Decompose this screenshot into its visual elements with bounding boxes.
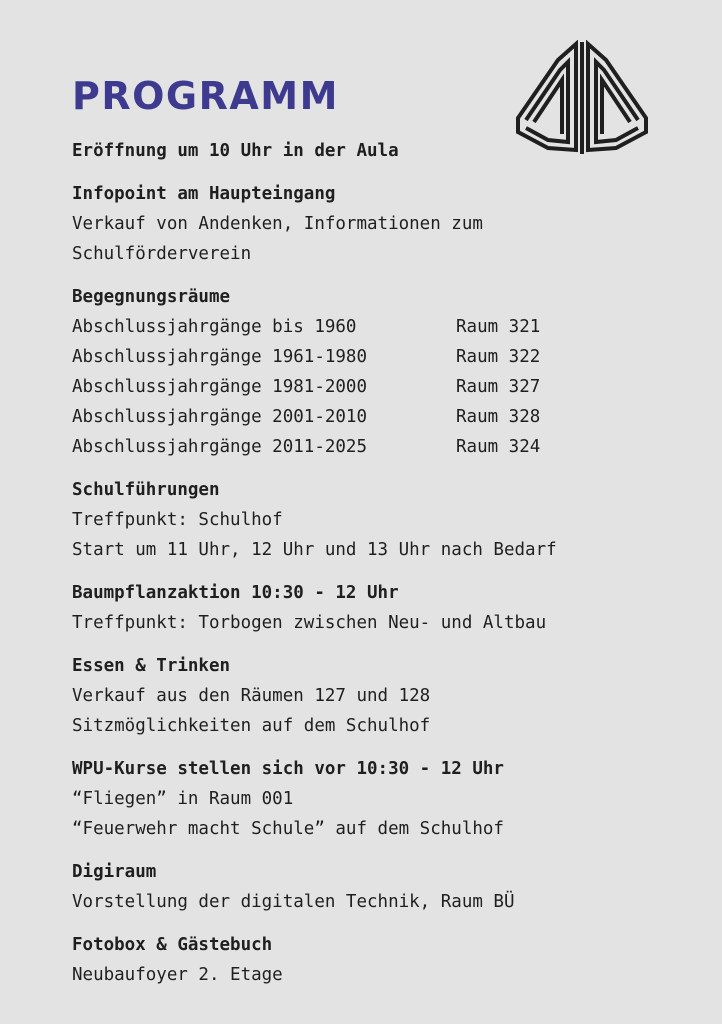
infopoint-line-2: Schulförderverein <box>72 244 252 264</box>
room-row <box>72 372 692 402</box>
room-row <box>72 312 692 342</box>
room-number: Raum 327 <box>456 377 541 397</box>
wpu-section <box>72 754 692 844</box>
food-heading: Essen & Trinken <box>72 656 231 676</box>
tours-line-1: Treffpunkt: Schulhof <box>72 510 283 530</box>
photobox-line-1: Neubaufoyer 2. Etage <box>72 965 283 985</box>
program-content <box>72 136 692 1003</box>
room-number: Raum 328 <box>456 407 541 427</box>
trees-heading: Baumpflanzaktion 10:30 - 12 Uhr <box>72 583 399 603</box>
tours-section <box>72 475 692 565</box>
food-line-1: Verkauf aus den Räumen 127 und 128 <box>72 686 431 706</box>
food-section <box>72 651 692 741</box>
photobox-section <box>72 930 692 990</box>
trees-line-1: Treffpunkt: Torbogen zwischen Neu- und Altbau <box>72 613 547 633</box>
digiraum-line-1: Vorstellung der digitalen Technik, Raum BÜ <box>72 892 515 912</box>
infopoint-line-1: Verkauf von Andenken, Informationen zum <box>72 214 483 234</box>
wpu-heading: WPU-Kurse stellen sich vor 10:30 - 12 Uhr <box>72 759 504 779</box>
room-row <box>72 432 692 462</box>
page-title: PROGRAMM <box>72 74 339 118</box>
digiraum-section <box>72 857 692 917</box>
food-line-2: Sitzmöglichkeiten auf dem Schulhof <box>72 716 431 736</box>
room-row <box>72 402 692 432</box>
room-years: Abschlussjahrgänge bis 1960 <box>72 317 357 337</box>
room-years: Abschlussjahrgänge 1961-1980 <box>72 347 368 367</box>
infopoint-heading: Infopoint am Haupteingang <box>72 184 336 204</box>
room-years: Abschlussjahrgänge 1981-2000 <box>72 377 368 397</box>
rooms-section <box>72 282 692 462</box>
room-number: Raum 321 <box>456 317 541 337</box>
room-number: Raum 322 <box>456 347 541 367</box>
opening-line: Eröffnung um 10 Uhr in der Aula <box>72 141 399 161</box>
infopoint-section <box>72 179 692 269</box>
room-years: Abschlussjahrgänge 2001-2010 <box>72 407 368 427</box>
wpu-line-2: “Feuerwehr macht Schule” auf dem Schulhof <box>72 819 504 839</box>
tours-heading: Schulführungen <box>72 480 220 500</box>
trees-section <box>72 578 692 638</box>
digiraum-heading: Digiraum <box>72 862 157 882</box>
room-years: Abschlussjahrgänge 2011-2025 <box>72 437 368 457</box>
photobox-heading: Fotobox & Gästebuch <box>72 935 273 955</box>
rooms-heading: Begegnungsräume <box>72 287 231 307</box>
tours-line-2: Start um 11 Uhr, 12 Uhr und 13 Uhr nach Bedarf <box>72 540 557 560</box>
room-number: Raum 324 <box>456 437 541 457</box>
wpu-line-1: “Fliegen” in Raum 001 <box>72 789 294 809</box>
room-row <box>72 342 692 372</box>
